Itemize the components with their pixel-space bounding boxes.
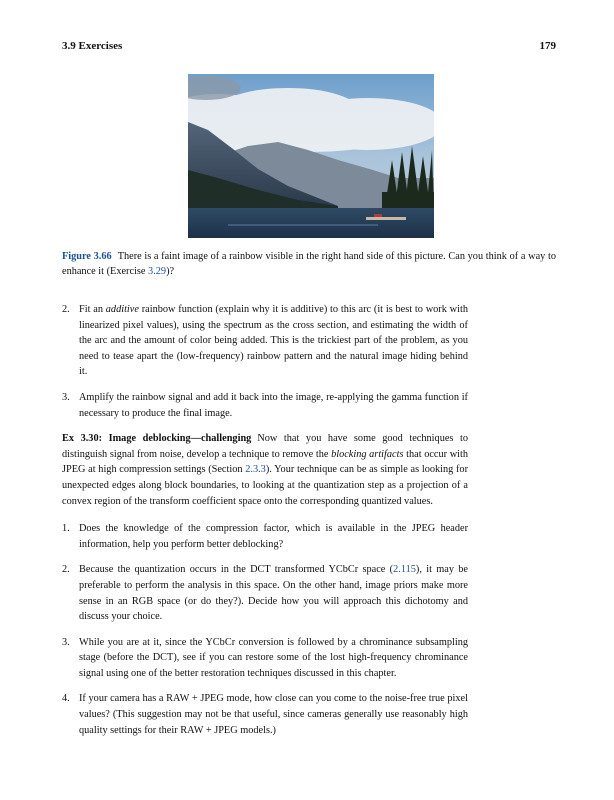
exercise-3-30	[62, 431, 468, 509]
item-text-post: ), it may be preferable to perform the analysis in this space. On the other hand, image priors make more sense in an RGB space (or do they?). Decide how you will approach this dichotomy and discuss your choice.	[79, 564, 468, 623]
item-text: If your camera has a RAW + JPEG mode, how close can you come to the noise-free true pixel values? (This suggestion may not be that useful, since cameras generally use reasonably high quality settings for their RAW + JPEG models.)	[79, 693, 468, 736]
item-text-pre: Because the quantization occurs in the DCT transformed YCbCr space (	[79, 564, 394, 576]
figure-rainbow-photo	[188, 74, 434, 238]
list-item	[62, 521, 468, 552]
figure-caption	[62, 249, 556, 279]
item-number: 2.	[62, 304, 70, 315]
boat	[374, 214, 382, 217]
page-number: 179	[539, 40, 556, 52]
item-number: 4.	[62, 693, 70, 705]
lake-mountain-photo	[188, 74, 434, 238]
equation-link-2-115[interactable]: 2.115	[393, 564, 416, 576]
caption-text: There is a faint image of a rainbow visible in the right hand side of this picture. Can you think of a way to enhance it (Exercise	[62, 251, 556, 277]
dock	[366, 217, 406, 220]
item-text-post: rainbow function (explain why it is additive) to this arc (it is best to work with linearized pixel values), using the spectrum as the cross section, and estimating the width of the arc and the amount of color being added. This is the trickiest part of the problem, as you need to tease apart the (low-frequency) rainbow pattern and the natural image hiding behind it.	[79, 304, 468, 378]
sunlit-ripples	[228, 224, 378, 226]
list-item	[62, 691, 468, 738]
exercise-text-1: Now that you have some good techniques to distinguish signal from noise, develop a technique to remove the	[62, 433, 468, 460]
item-number: 3.	[62, 391, 70, 403]
list-item	[62, 635, 468, 682]
list-item	[62, 390, 468, 421]
section-link-2-3-3[interactable]: 2.3.3	[245, 464, 266, 476]
body-text	[62, 302, 468, 748]
item-text: While you are at it, since the YCbCr conversion is followed by a chrominance subsampling stage (before the DCT), see if you can restore some of the lost high-frequency chrominance signal using one of the better restoration techniques discussed in this chapter.	[79, 636, 468, 679]
item-number: 2.	[62, 564, 70, 576]
lake	[188, 208, 434, 238]
exercise-title: Ex 3.30: Image deblocking—challenging	[62, 433, 252, 445]
item-text-pre: Fit an	[79, 304, 106, 315]
exercise-text-3: ). Your technique can be as simple as looking for unexpected edges along block boundaries, to looking at the quantization step as a projection of a convex region of the transform coefficient space onto the corresponding quantized values.	[62, 464, 468, 507]
exercise-text-2: that occur with JPEG at high compression settings (Section	[62, 448, 468, 476]
running-header	[62, 40, 556, 52]
item-number: 3.	[62, 636, 70, 648]
list-item	[62, 562, 468, 624]
figure-label: Figure 3.66	[62, 251, 112, 262]
item-text-emphasis: additive	[105, 304, 139, 315]
item-text: Does the knowledge of the compression factor, which is available in the JPEG header information, help you perform better deblocking?	[79, 523, 468, 550]
section-title: 3.9 Exercises	[62, 40, 123, 52]
exercise-link-3-29[interactable]: 3.29	[148, 266, 167, 277]
item-number: 1.	[62, 523, 70, 535]
caption-end: )?	[166, 266, 175, 277]
item-text: Amplify the rainbow signal and add it back into the image, re-applying the gamma function if necessary to produce the final image.	[79, 391, 468, 419]
list-item	[62, 302, 468, 380]
exercise-emphasis: blocking artifacts	[331, 448, 404, 460]
